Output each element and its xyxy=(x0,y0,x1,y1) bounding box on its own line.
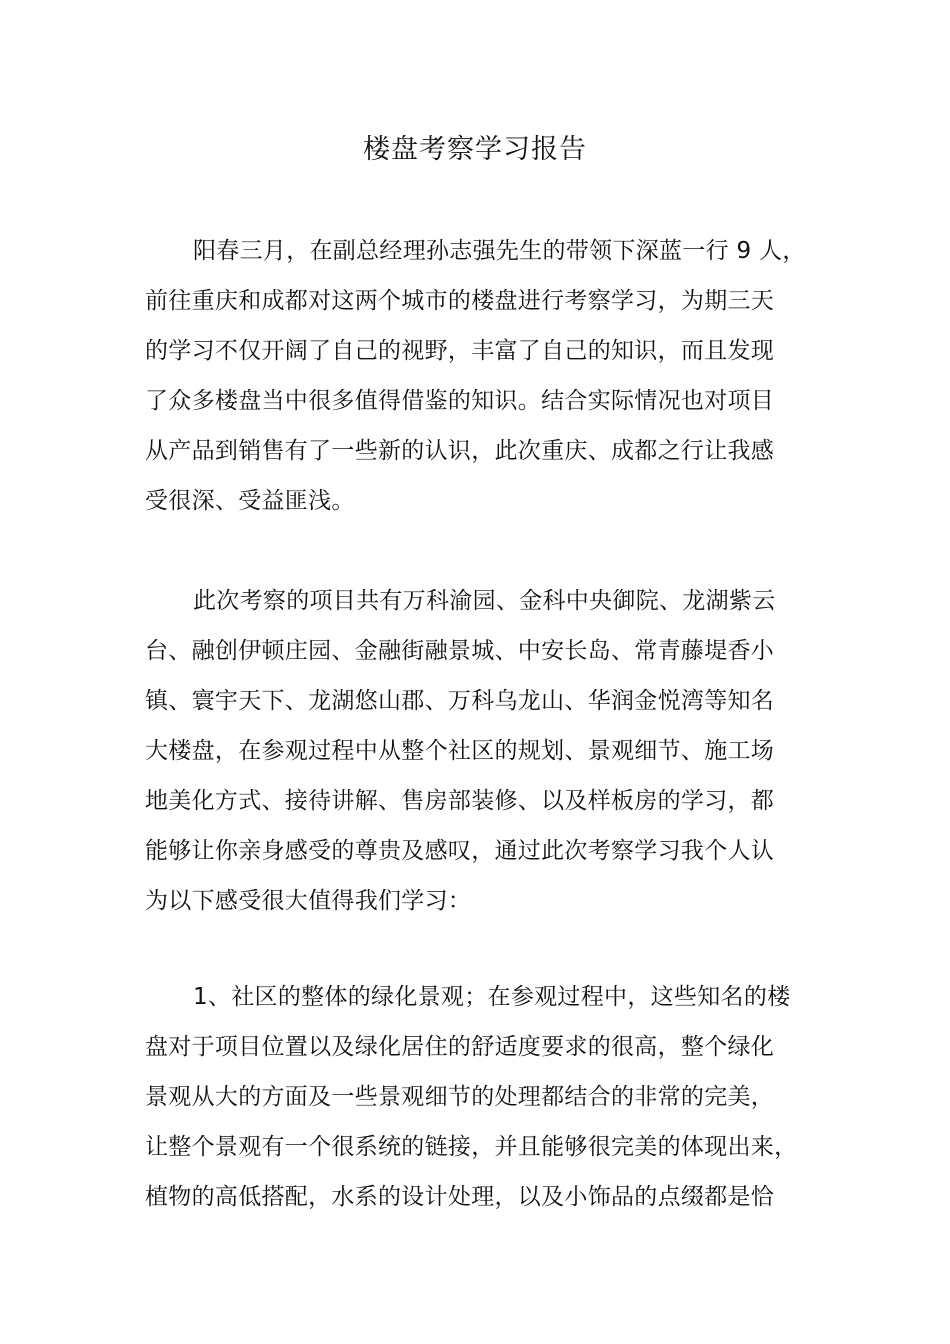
text-line: 能够让你亲身感受的尊贵及感叹，通过此次考察学习我个人认 xyxy=(145,838,775,864)
text-line: 景观从大的方面及一些景观细节的处理都结合的非常的完美， xyxy=(145,1084,775,1110)
paragraph-1 xyxy=(145,226,835,526)
text-line: 地美化方式、接待讲解、售房部装修、以及样板房的学习，都 xyxy=(145,788,775,814)
text-line: 镇、寰宇天下、龙湖悠山郡、万科乌龙山、华润金悦湾等知名 xyxy=(145,688,775,714)
text-line: 受很深、受益匪浅。 xyxy=(145,488,355,514)
text-line: 1、社区的整体的绿化景观；在参观过程中，这些知名的楼 xyxy=(193,984,791,1010)
page-title: 楼盘考察学习报告 xyxy=(363,134,587,165)
text-line: 了众多楼盘当中很多值得借鉴的知识。结合实际情况也对项目 xyxy=(145,388,775,414)
text-line: 为以下感受很大值得我们学习： xyxy=(145,888,472,914)
text-line: 台、融创伊顿庄园、金融街融景城、中安长岛、常青藤堤香小 xyxy=(145,638,775,664)
text-line: 前往重庆和成都对这两个城市的楼盘进行考察学习，为期三天 xyxy=(145,288,775,314)
text-line: 的学习不仅开阔了自己的视野，丰富了自己的知识，而且发现 xyxy=(145,338,775,364)
text-line: 此次考察的项目共有万科渝园、金科中央御院、龙湖紫云 xyxy=(193,588,776,614)
paragraph-3 xyxy=(145,972,835,1222)
text-line: 从产品到销售有了一些新的认识，此次重庆、成都之行让我感 xyxy=(145,438,775,464)
text-line: 让整个景观有一个很系统的链接，并且能够很完美的体现出来， xyxy=(145,1134,798,1160)
text-line: 盘对于项目位置以及绿化居住的舒适度要求的很高，整个绿化 xyxy=(145,1034,775,1060)
text-line: 阳春三月，在副总经理孙志强先生的带领下深蓝一行 9 人， xyxy=(193,238,806,264)
paragraph-2 xyxy=(145,576,835,926)
text-line: 植物的高低搭配，水系的设计处理，以及小饰品的点缀都是恰 xyxy=(145,1184,775,1210)
text-line: 大楼盘，在参观过程中从整个社区的规划、景观细节、施工场 xyxy=(145,738,775,764)
